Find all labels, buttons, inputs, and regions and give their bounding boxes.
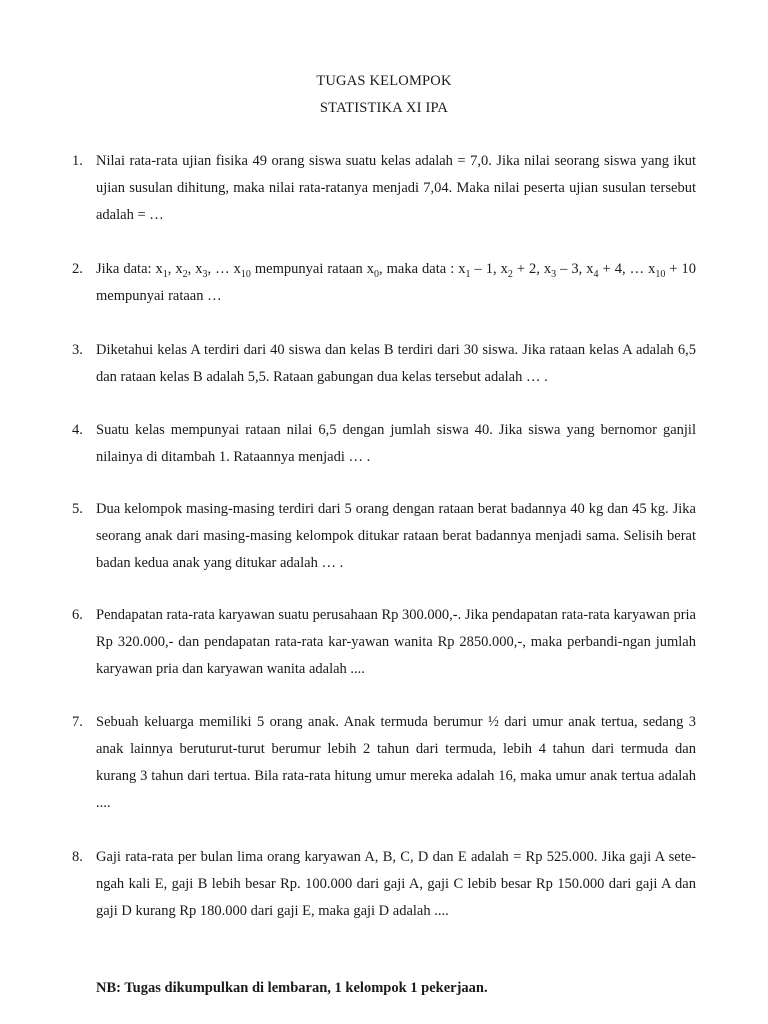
question-text: Pendapatan rata-rata karyawan suatu perusahaan Rp 300.000,-. Jika pendapatan rata-rata karyawan pria Rp 320.000,- dan pendapatan rata-rata kar-yawan wanita Rp 2850.000,-, maka perbandi-ngan jumlah karyawan pria dan karyawan wanita adalah .... <box>96 607 696 677</box>
question-text: Dua kelompok masing-masing terdiri dari 5 orang dengan rataan berat badannya 40 kg dan 45 kg. Jika seorang anak dari masing-masing kelompok ditukar rataan berat badannya menjadi sama. Selisih berat badan kedua anak yang ditukar adalah … . <box>96 501 696 571</box>
question-8 <box>72 844 696 925</box>
question-2 <box>72 256 696 310</box>
question-text: Gaji rata-rata per bulan lima orang karyawan A, B, C, D dan E adalah = Rp 525.000. Jika gaji A sete-ngah kali E, gaji B lebih besar Rp. 100.000 dari gaji A, gaji C lebib besar Rp 150.000 dari gaji A dan gaji D kurang Rp 180.000 dari gaji E, maka gaji D adalah .... <box>96 849 696 919</box>
question-text: Sebuah keluarga memiliki 5 orang anak. Anak termuda berumur ½ dari umur anak tertua, sedang 3 anak lainnya beruturut-turut berumur lebih 2 tahun dari termuda, lebih 4 tahun dari termuda dan kurang 3 tahun dari tertua. Bila rata-rata hitung umur mereka adalah 16, maka umur anak tertua adalah .... <box>96 714 696 811</box>
question-text: Nilai rata-rata ujian fisika 49 orang siswa suatu kelas adalah = 7,0. Jika nilai seorang siswa yang ikut ujian susulan dihitung, maka nilai rata-ratanya menjadi 7,04. Maka nilai peserta ujian susulan tersebut adalah = … <box>96 153 696 223</box>
question-number: 4. <box>72 422 83 438</box>
question-number: 8. <box>72 849 83 865</box>
document-subtitle: STATISTIKA XI IPA <box>319 100 449 116</box>
question-number: 5. <box>72 501 83 517</box>
question-text: Diketahui kelas A terdiri dari 40 siswa dan kelas B terdiri dari 30 siswa. Jika rataan kelas A adalah 6,5 dan rataan kelas B adalah 5,5. Rataan gabungan dua kelas tersebut adalah … . <box>96 342 696 385</box>
question-number: 6. <box>72 607 83 623</box>
question-4 <box>72 417 696 471</box>
question-1 <box>72 148 696 229</box>
footer-note: NB: Tugas dikumpulkan di lembaran, 1 kelompok 1 pekerjaan. <box>96 980 488 996</box>
question-number: 2. <box>72 261 83 277</box>
question-3 <box>72 337 696 391</box>
question-5 <box>72 496 696 577</box>
question-7 <box>72 709 696 817</box>
question-number: 3. <box>72 342 83 358</box>
question-text: Suatu kelas mempunyai rataan nilai 6,5 dengan jumlah siswa 40. Jika siswa yang bernomor ganjil nilainya di ditambah 1. Rataannya menjadi … . <box>96 422 696 465</box>
document-title: TUGAS KELOMPOK <box>316 73 452 89</box>
question-number: 7. <box>72 714 83 730</box>
question-text: Jika data: $x_1$, $x_2$, $x_3$, … $x_{10}$ mempunyai rataan $x_0$, maka data : $x_1 - 1$, $x_2 + 2$, $x_3 - 3$, $x_4 + 4$, … $x_{10} + 10$ mempunyai rataan … <box>96 261 697 304</box>
question-number: 1. <box>72 153 83 169</box>
question-6 <box>72 602 696 683</box>
